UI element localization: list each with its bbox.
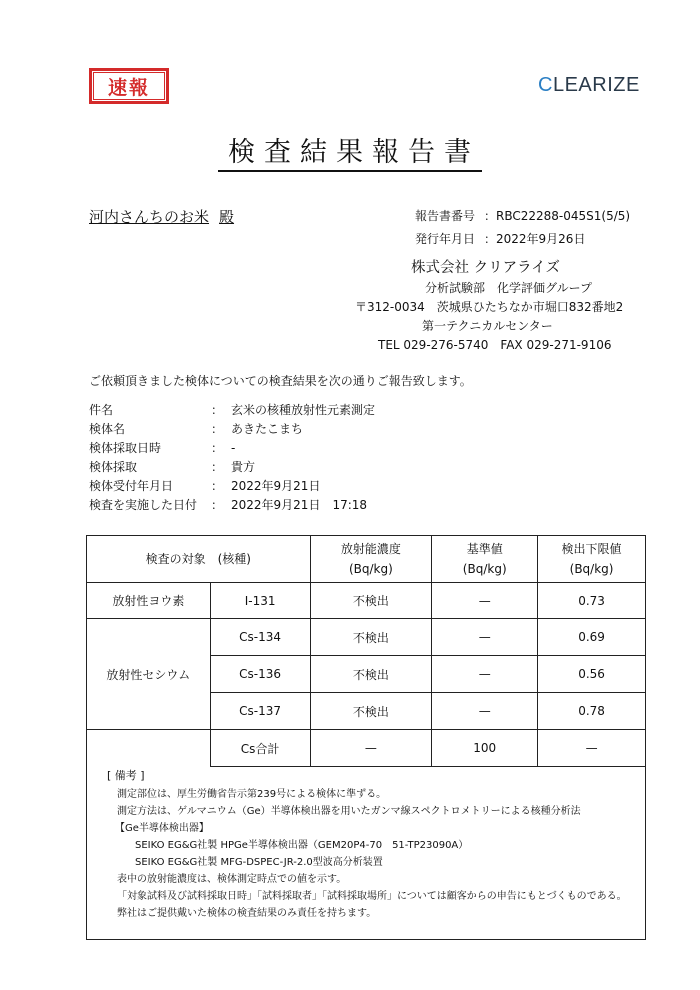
info-row-received-date: [89, 477, 375, 496]
header-conc-unit: (Bq/kg): [348, 562, 393, 576]
report-number-value: ：RBC22288-045S1(5/5): [484, 209, 631, 223]
standard-cell: —: [432, 619, 538, 656]
table-row-total: [87, 730, 646, 767]
remark-line: 【Ge半導体検出器】: [115, 823, 209, 834]
concentration-cell: 不検出: [310, 583, 432, 619]
remark-line: 測定部位は、厚生労働省告示第239号による検体に準ずる。: [117, 789, 387, 800]
header-conc-label: 放射能濃度: [340, 542, 401, 556]
preliminary-stamp: [89, 68, 169, 104]
info-colon: ：: [211, 422, 224, 436]
info-colon: ：: [211, 460, 224, 474]
info-row-sample-name: [89, 420, 375, 439]
info-label: 検体名: [89, 422, 126, 436]
standard-cell: 100: [432, 730, 538, 767]
concentration-cell: 不検出: [310, 619, 432, 656]
addressee-suffix: 殿: [219, 208, 235, 226]
info-value: 2022年9月21日 17:18: [231, 498, 368, 512]
header-concentration: [310, 536, 432, 583]
info-label: 検体採取: [89, 460, 138, 474]
remark-line: 「対象試料及び試料採取日時」「試料採取者」「試料採取場所」については顧客からの申告にもとづくものである。: [117, 891, 627, 902]
info-label: 検体採取日時: [89, 441, 162, 455]
detection-limit-cell: 0.56: [538, 656, 646, 693]
info-value: あきたこまち: [231, 422, 304, 436]
logo-initial: C: [538, 74, 553, 96]
issuer-contact: TEL 029-276-5740 FAX 029-271-9106: [378, 338, 612, 352]
info-row-collection-datetime: [89, 439, 375, 458]
info-value: 貴方: [231, 460, 256, 474]
standard-cell: —: [432, 693, 538, 730]
info-value: 玄米の核種放射性元素測定: [231, 403, 376, 417]
info-colon: ：: [211, 479, 224, 493]
concentration-cell: 不検出: [310, 693, 432, 730]
nuclide-cell: Cs-137: [210, 693, 310, 730]
logo-rest: LEARIZE: [552, 74, 640, 96]
issue-date-value: ：2022年9月26日: [484, 232, 586, 246]
concentration-cell: 不検出: [310, 656, 432, 693]
standard-cell: —: [432, 656, 538, 693]
nuclide-cell: Cs合計: [210, 730, 310, 767]
detection-limit-cell: 0.69: [538, 619, 646, 656]
detection-limit-cell: 0.78: [538, 693, 646, 730]
info-value: 2022年9月21日: [231, 479, 321, 493]
nuclide-cell: Cs-134: [210, 619, 310, 656]
addressee: [89, 206, 234, 227]
report-number-label: 報告書番号: [415, 209, 476, 223]
company-logo: [538, 74, 640, 97]
remark-line: 測定方法は、ゲルマニウム（Ge）半導体検出器を用いたガンマ線スペクトロメトリーによる核種分析法: [117, 806, 581, 817]
nuclide-cell: Cs-136: [210, 656, 310, 693]
standard-cell: —: [432, 583, 538, 619]
remark-line: SEIKO EG&G社製 MFG-DSPEC-JR-2.0型波高分析装置: [135, 857, 383, 868]
header-std-label: 基準値: [466, 542, 503, 556]
table-row: [87, 583, 646, 619]
issuer-address: 〒312-0034 茨城県ひたちなか市堀口832番地2: [355, 300, 624, 314]
table-header-row: [87, 536, 646, 583]
remark-line: 弊社はご提供戴いた検体の検査結果のみ責任を持ちます。: [117, 908, 377, 919]
group-cesium: 放射性セシウム: [87, 619, 211, 730]
nuclide-cell: I-131: [210, 583, 310, 619]
remarks-box: [86, 763, 646, 940]
info-row-subject: [89, 401, 375, 420]
header-standard: [432, 536, 538, 583]
detection-limit-cell: 0.73: [538, 583, 646, 619]
info-label: 検査を実施した日付: [89, 498, 198, 512]
detection-limit-cell: —: [538, 730, 646, 767]
document-title: [0, 130, 700, 169]
info-value: -: [231, 441, 236, 455]
info-label: 検体受付年月日: [89, 479, 174, 493]
intro-text: ご依頼頂きました検体についての検査結果を次の通りご報告致します。: [89, 374, 472, 388]
header-target: 検査の対象 (核種): [87, 536, 311, 583]
info-row-collector: [89, 458, 375, 477]
header-lod-label: 検出下限値: [561, 542, 622, 556]
info-label: 件名: [89, 403, 114, 417]
info-colon: ：: [211, 403, 224, 417]
title-text: 検査結果報告書: [218, 137, 482, 172]
info-row-test-date: [89, 496, 375, 515]
group-iodine: 放射性ヨウ素: [87, 583, 211, 619]
remark-line: SEIKO EG&G社製 HPGe半導体検出器（GEM20P4-70 51-TP23090A）: [135, 840, 469, 851]
issuer-center: 第一テクニカルセンター: [422, 319, 553, 333]
info-colon: ：: [211, 441, 224, 455]
concentration-cell: —: [310, 730, 432, 767]
issue-date-label: 発行年月日: [415, 232, 476, 246]
remark-line: 表中の放射能濃度は、検体測定時点での値を示す。: [117, 874, 347, 885]
stamp-text: 速報: [93, 72, 165, 100]
issuer-department: 分析試験部 化学評価グループ: [425, 281, 593, 295]
issuer-company: 株式会社 クリアライズ: [411, 260, 561, 276]
info-colon: ：: [211, 498, 224, 512]
results-table: [86, 535, 646, 767]
remarks-heading: [ 備考 ]: [107, 769, 145, 782]
sample-info-list: [89, 401, 375, 515]
header-std-unit: (Bq/kg): [462, 562, 507, 576]
header-lod-unit: (Bq/kg): [569, 562, 614, 576]
table-row: [87, 619, 646, 656]
addressee-name: 河内さんちのお米: [89, 208, 210, 226]
header-detection-limit: [538, 536, 646, 583]
blank-cell: [87, 730, 211, 767]
